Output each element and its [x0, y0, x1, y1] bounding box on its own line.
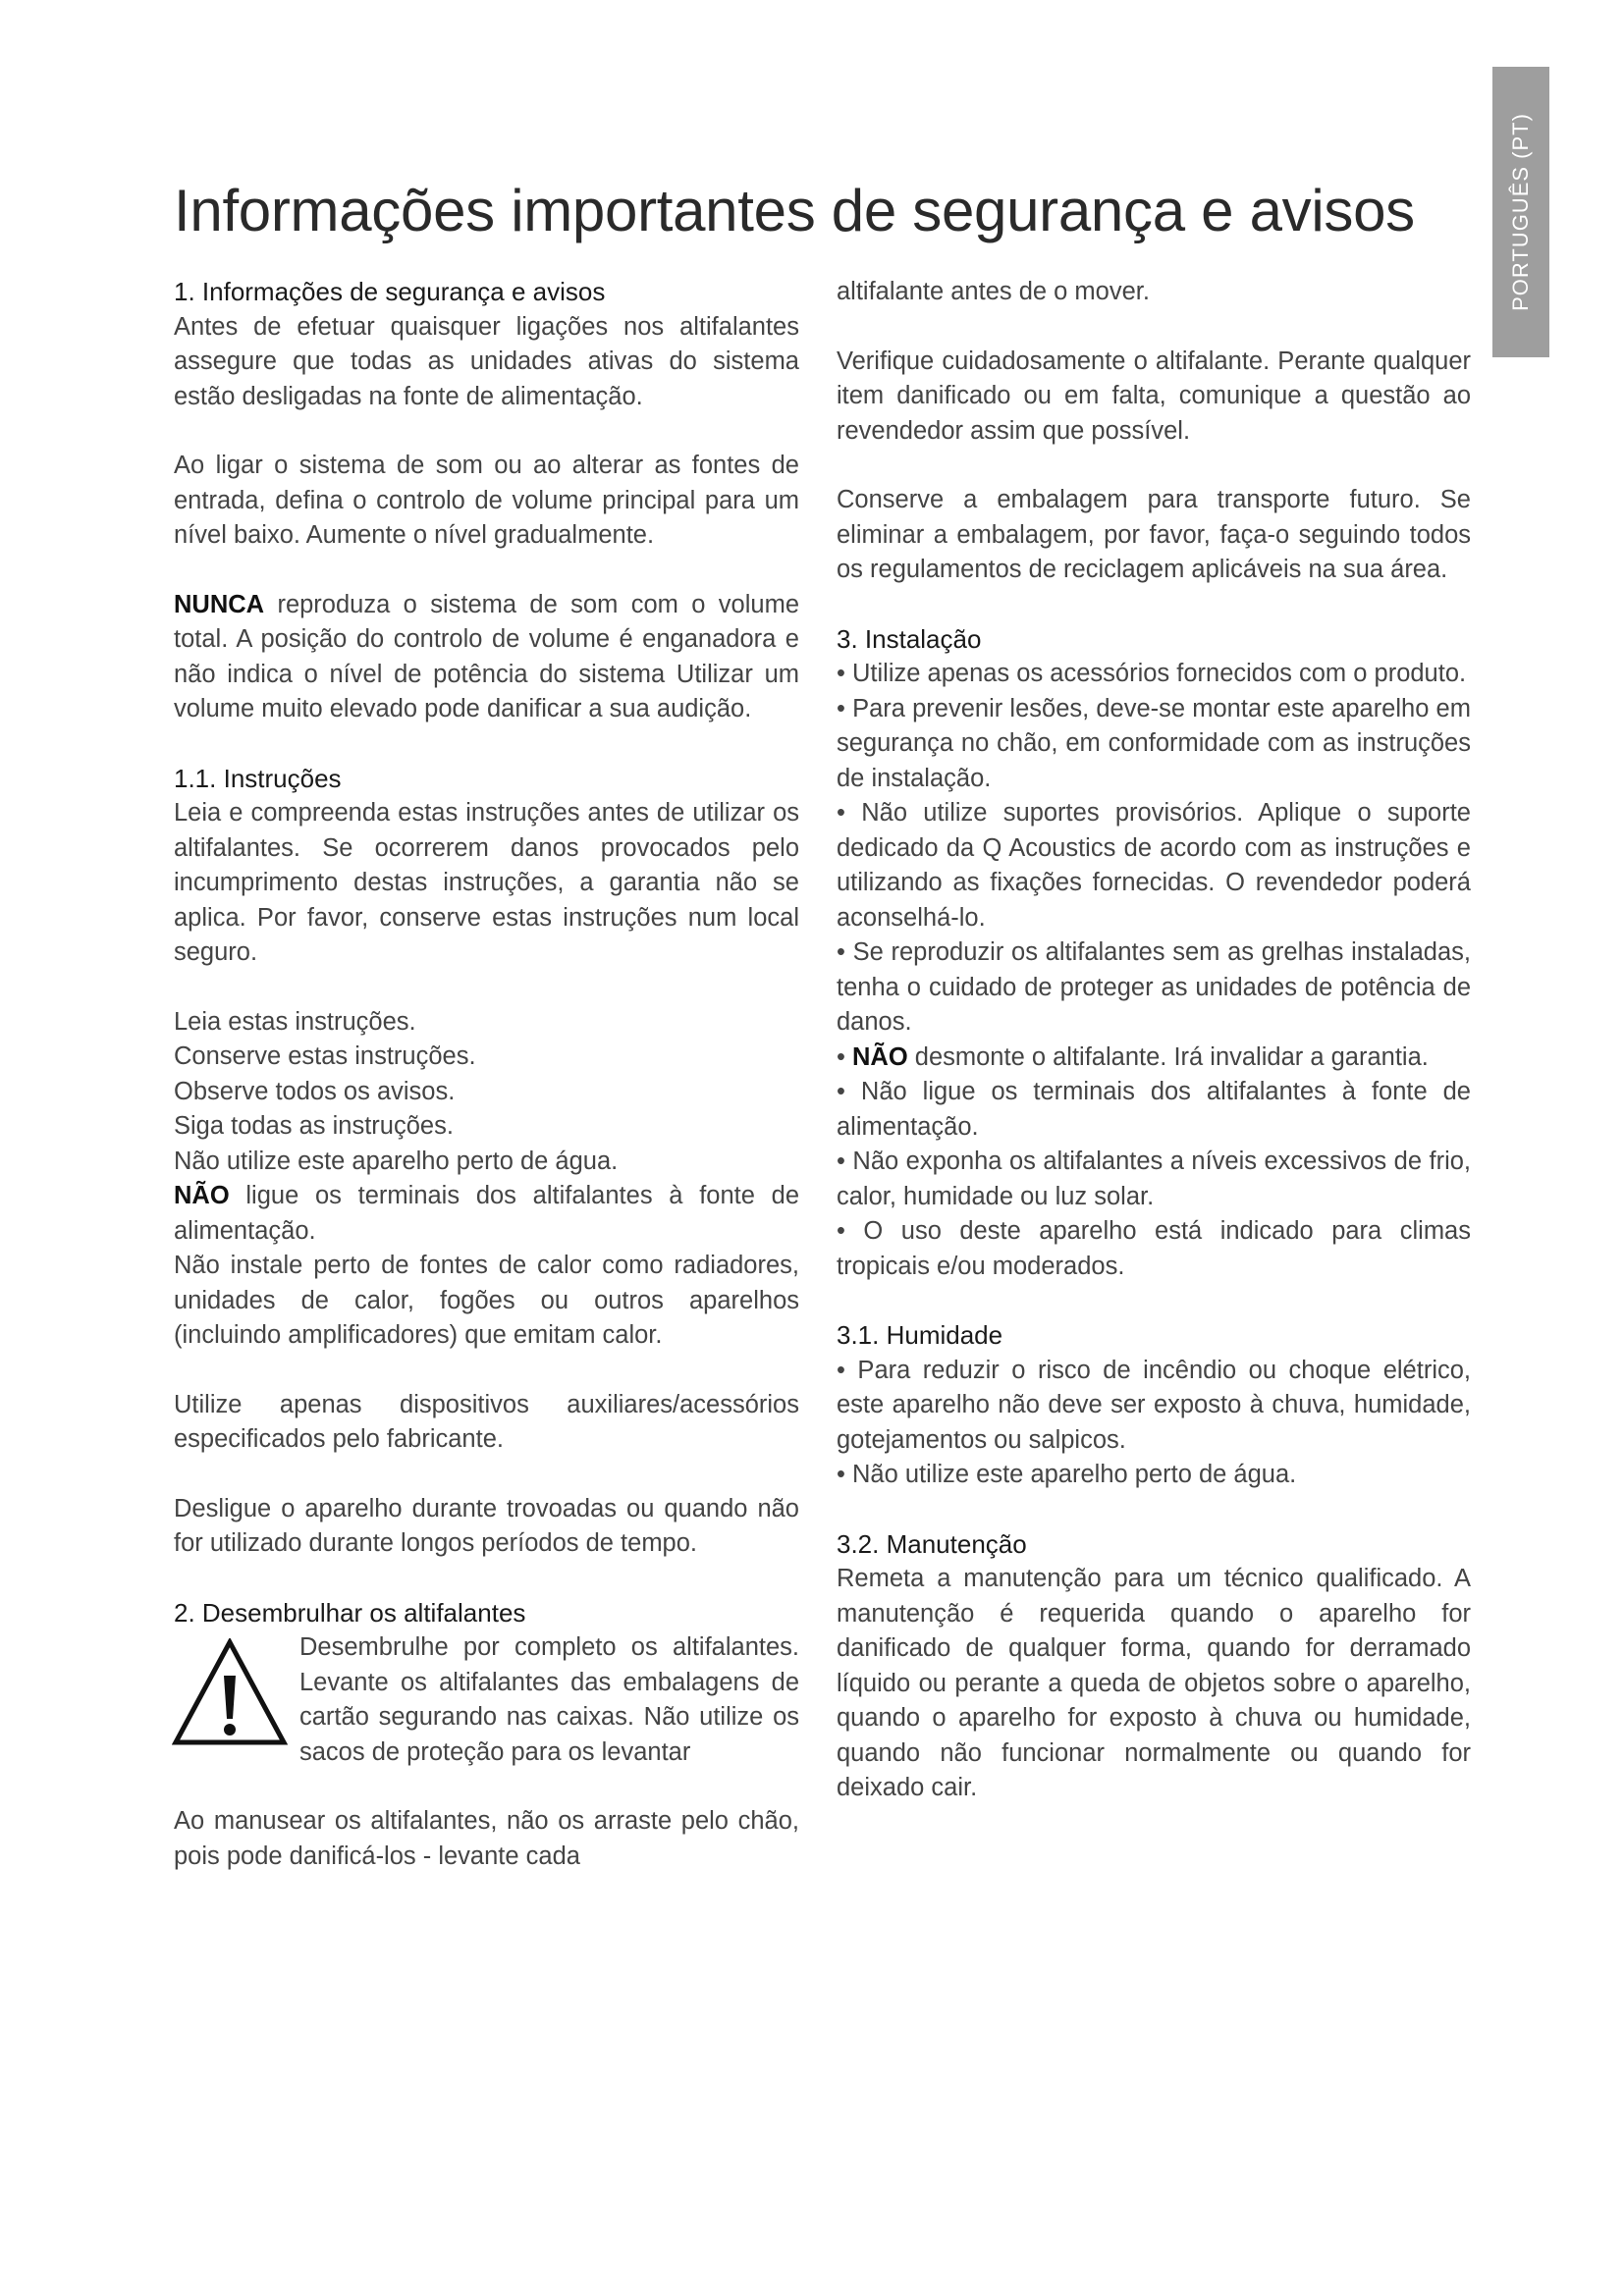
- list-item: Observe todos os avisos.: [174, 1077, 456, 1105]
- page-title: Informações importantes de segurança e avisos: [174, 178, 1415, 243]
- section-3-2-paragraph: Remeta a manutenção para um técnico qualificado. A manutenção é requerida quando o aparelho for danificado de qualquer forma, quando for derramado líquido ou perante a queda de objetos sobre o aparelho, quando o aparelho for exposto à chuva ou humidade, quando não funcionar normalmente ou quando for deixado cair.: [837, 1565, 1471, 1801]
- section-1-heading: 1. Informações de segurança e avisos: [174, 277, 606, 306]
- list-item: Siga todas as instruções.: [174, 1112, 454, 1140]
- section-2-paragraph: Conserve a embalagem para transporte futuro. Se eliminar a embalagem, por favor, faça-o seguindo todos os regulamentos de reciclagem aplicáveis na sua área.: [837, 486, 1471, 583]
- section-2-paragraph: Desembrulhe por completo os altifalantes. Levante os altifalantes das embalagens de cartão segurando nas caixas. Não utilize os sacos de proteção para os levantar: [299, 1633, 799, 1766]
- list-item: Conserve estas instruções.: [174, 1042, 476, 1070]
- section-2-paragraph: Ao manusear os altifalantes, não os arraste pelo chão, pois pode danificá-los - levante cada: [174, 1807, 799, 1870]
- right-column: [837, 275, 1471, 1841]
- language-tab: [1492, 67, 1549, 357]
- emphasis-nao: NÃO: [174, 1182, 230, 1209]
- list-item: NÃO ligue os terminais dos altifalantes à fonte de alimentação.: [174, 1182, 799, 1245]
- section-3-2-heading: 3.2. Manutenção: [837, 1528, 1027, 1559]
- list-item: • Utilize apenas os acessórios fornecidos com o produto.: [837, 660, 1467, 687]
- section-2-paragraph: Verifique cuidadosamente o altifalante. Perante qualquer item danificado ou em falta, comunique a questão ao revendedor assim que possível.: [837, 347, 1471, 445]
- list-item: • NÃO desmonte o altifalante. Irá invalidar a garantia.: [837, 1042, 1429, 1071]
- list-item: Não instale perto de fontes de calor como radiadores, unidades de calor, fogões ou outros aparelhos (incluindo amplificadores) que emitam calor.: [174, 1252, 799, 1349]
- list-item: • Para reduzir o risco de incêndio ou choque elétrico, este aparelho não deve ser exposto à chuva, humidade, gotejamentos ou salpicos.: [837, 1356, 1471, 1454]
- section-1-1-paragraph: Leia e compreenda estas instruções antes de utilizar os altifalantes. Se ocorrerem danos provocados pelo incumprimento destas instruções, a garantia não se aplica. Por favor, conserve estas instruções num local seguro.: [174, 799, 799, 966]
- section-2-heading: 2. Desembrulhar os altifalantes: [174, 1597, 526, 1628]
- section-1-paragraph: Utilize apenas dispositivos auxiliares/acessórios especificados pelo fabricante.: [174, 1390, 799, 1453]
- list-item: • O uso deste aparelho está indicado para climas tropicais e/ou moderados.: [837, 1217, 1471, 1280]
- instructions-list: [174, 1005, 799, 1354]
- section-2-continued: altifalante antes de o mover.: [837, 278, 1150, 305]
- list-item: • Não exponha os altifalantes a níveis excessivos de frio, calor, humidade ou luz solar.: [837, 1148, 1471, 1210]
- section-1-paragraph: Desligue o aparelho durante trovoadas ou quando não for utilizado durante longos períodos de tempo.: [174, 1494, 799, 1557]
- list-item: Não utilize este aparelho perto de água.: [174, 1147, 619, 1175]
- left-column: [174, 275, 799, 1908]
- list-item: • Não utilize suportes provisórios. Aplique o suporte dedicado da Q Acoustics de acordo com as instruções e utilizando as fixações fornecidas. O revendedor poderá aconselhá-lo.: [837, 799, 1471, 932]
- list-item: • Se reproduzir os altifalantes sem as grelhas instaladas, tenha o cuidado de proteger as unidades de potência de danos.: [837, 938, 1471, 1036]
- list-item: • Não ligue os terminais dos altifalantes à fonte de alimentação.: [837, 1078, 1471, 1141]
- section-1-paragraph: NUNCA reproduza o sistema de som com o volume total. A posição do controlo de volume é enganadora e não indica o nível de potência do sistema Utilizar um volume muito elevado pode danificar a sua audição.: [174, 590, 799, 722]
- warning-block: [174, 1630, 799, 1770]
- list-item: • Para prevenir lesões, deve-se montar este aparelho em segurança no chão, em conformidade com as instruções de instalação.: [837, 694, 1471, 792]
- humidity-list: [837, 1354, 1471, 1493]
- warning-triangle-icon: [172, 1638, 288, 1746]
- emphasis-nao: NÃO: [852, 1042, 908, 1071]
- section-1-1-heading: 1.1. Instruções: [174, 763, 342, 793]
- language-tab-label: PORTUGUÊS (PT): [1508, 113, 1533, 311]
- list-item: • Não utilize este aparelho perto de água.: [837, 1461, 1297, 1488]
- section-3-1-heading: 3.1. Humidade: [837, 1320, 1003, 1350]
- emphasis-nunca: NUNCA: [174, 590, 265, 618]
- section-1-paragraph: Ao ligar o sistema de som ou ao alterar as fontes de entrada, defina o controlo de volume principal para um nível baixo. Aumente o nível gradualmente.: [174, 452, 799, 549]
- section-3-heading: 3. Instalação: [837, 623, 982, 654]
- list-item: Leia estas instruções.: [174, 1007, 416, 1036]
- installation-list: [837, 657, 1471, 1284]
- section-1-paragraph: Antes de efetuar quaisquer ligações nos altifalantes assegure que todas as unidades ativas do sistema estão desligadas na fonte de alimentação.: [174, 312, 799, 410]
